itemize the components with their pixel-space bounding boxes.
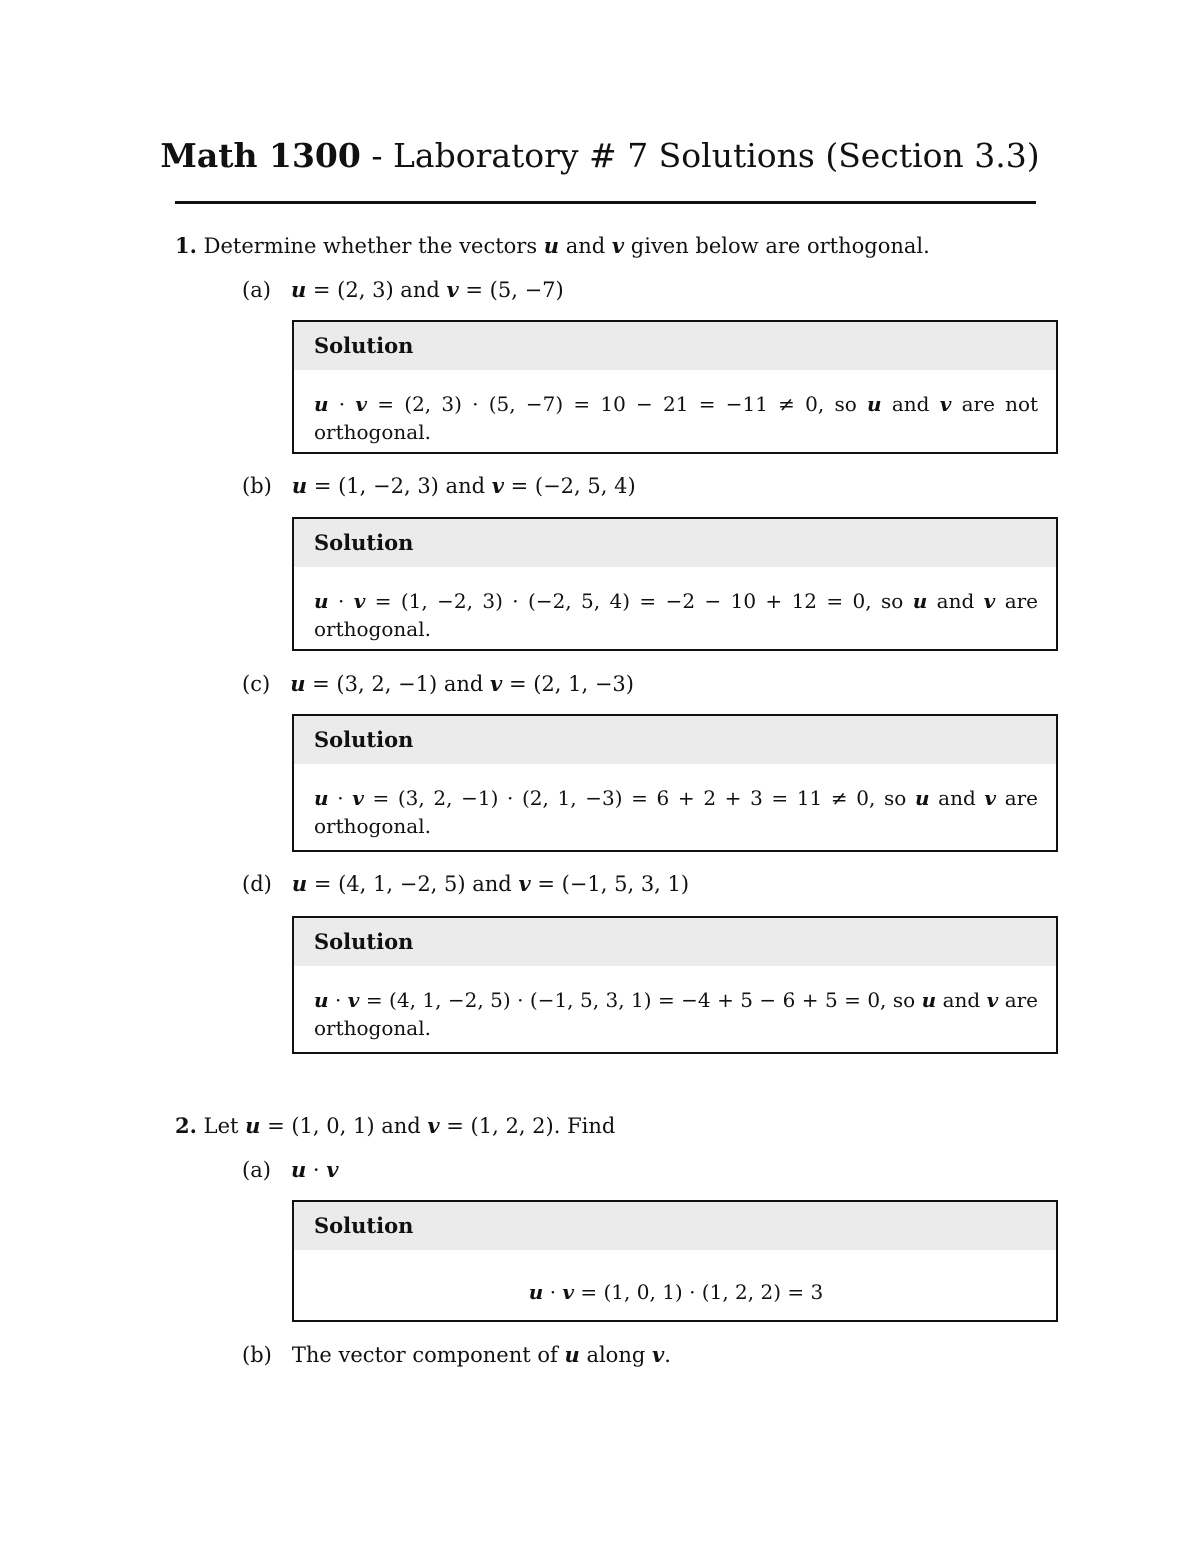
solution-body: u · v = (1, 0, 1) · (1, 2, 2) = 3 [528,1280,824,1304]
solution-heading: Solution [294,519,1056,567]
solution-box-2a [292,1200,1058,1322]
solution-heading: Solution [294,918,1056,966]
problem1-part-a: (a) u = (2, 3) and v = (5, −7) [242,277,564,302]
problem2-part-b: (b) The vector component of u along v. [242,1342,671,1367]
solution-heading: Solution [294,322,1056,370]
title-course: Math 1300 [160,136,361,175]
solution-box-1d [292,916,1058,1054]
solution-box-1b [292,517,1058,651]
solution-body: u · v = (2, 3) · (5, −7) = 10 − 21 = −11 ≠ 0, so u and v are not orthogonal. [314,392,1039,444]
problem2-prompt: 2. Let u = (1, 0, 1) and v = (1, 2, 2). Find [175,1113,616,1138]
problem1-part-d: (d) u = (4, 1, −2, 5) and v = (−1, 5, 3, 1) [242,871,690,896]
problem1-prompt: 1. Determine whether the vectors u and v given below are orthogonal. [175,233,930,258]
problem1-part-b: (b) u = (1, −2, 3) and v = (−2, 5, 4) [242,473,636,498]
title-subtitle: - Laboratory # 7 Solutions (Section 3.3) [360,136,1040,175]
solution-heading: Solution [294,716,1056,764]
problem2-part-a: (a) u · v [242,1157,339,1182]
solution-box-1c [292,714,1058,852]
solution-box-1a [292,320,1058,454]
solution-body: u · v = (4, 1, −2, 5) · (−1, 5, 3, 1) = −4 + 5 − 6 + 5 = 0, so u and v are orthogonal. [314,988,1039,1040]
problem1-part-c: (c) u = (3, 2, −1) and v = (2, 1, −3) [242,671,634,696]
page-title [0,134,1200,178]
solution-body: u · v = (1, −2, 3) · (−2, 5, 4) = −2 − 10 + 12 = 0, so u and v are orthogonal. [314,589,1039,641]
solution-body: u · v = (3, 2, −1) · (2, 1, −3) = 6 + 2 + 3 = 11 ≠ 0, so u and v are orthogonal. [314,786,1039,838]
solution-heading: Solution [294,1202,1056,1250]
title-rule [175,201,1036,204]
